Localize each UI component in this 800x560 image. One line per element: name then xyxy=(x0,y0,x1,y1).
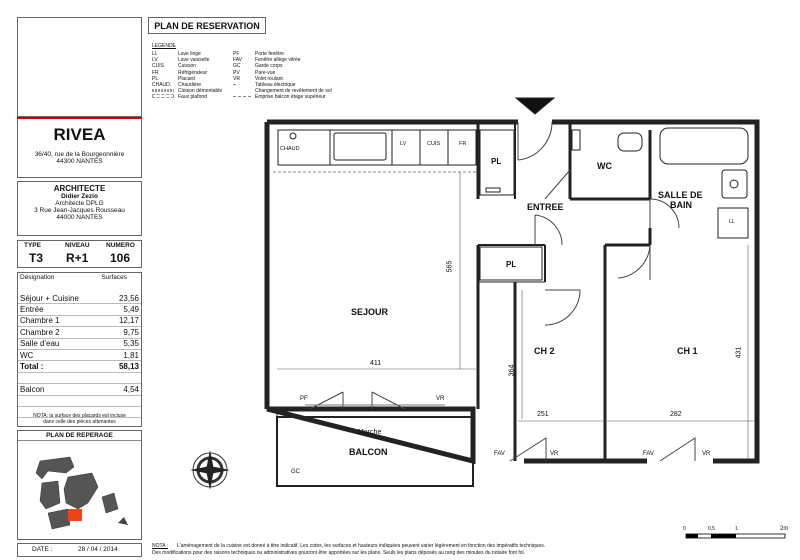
surfaces-col-designation: Désignation xyxy=(20,274,55,281)
scale-tick-1: 1 xyxy=(735,526,738,532)
washer-label: LL xyxy=(729,219,736,225)
vr-label-2: VR xyxy=(550,451,559,457)
cooktop-label: CUIS xyxy=(427,141,441,147)
legend-item: ⌁ Tableau électrique xyxy=(233,82,296,89)
door-arc xyxy=(535,215,562,245)
door-arc xyxy=(545,170,570,199)
door-arc xyxy=(545,290,580,325)
numero-label: NUMERO xyxy=(106,242,135,249)
legend-title: LEGENDE xyxy=(152,43,176,49)
room-entree: ENTREE xyxy=(527,202,564,212)
table-row: Entrée 5,49 xyxy=(20,305,139,315)
room-ch2: CH 2 xyxy=(534,346,555,356)
marche-label: Marche xyxy=(358,429,382,436)
wc-sink xyxy=(572,130,580,150)
room-ch1: CH 1 xyxy=(677,346,698,356)
architect-name: Didier Zezio xyxy=(61,193,98,200)
toilet-icon xyxy=(618,133,642,151)
legend-item: Faux plafond xyxy=(152,94,262,100)
surfaces-note-1: NOTA: la surface des placards est incluse xyxy=(33,412,126,419)
fav-label-1: FAV xyxy=(494,451,505,457)
reperage-title: PLAN DE REPERAGE xyxy=(18,431,141,441)
niveau-value: R+1 xyxy=(66,251,89,265)
pf-label: PF xyxy=(300,396,308,402)
architect-title: ARCHITECTE xyxy=(53,184,106,193)
vr-label-1: VR xyxy=(436,396,445,402)
fav-label-2: FAV xyxy=(643,451,654,457)
table-row: Chambre 1 12,17 xyxy=(20,316,139,326)
electric-panel-icon: ⌁ xyxy=(233,82,237,89)
architect-address-2: 44000 NANTES xyxy=(56,214,103,221)
date-value: 28 / 04 / 2014 xyxy=(78,546,118,553)
entry-door xyxy=(518,122,552,160)
table-row: WC 1,81 xyxy=(20,350,139,360)
scale-bar xyxy=(686,534,785,538)
table-row: Séjour + Cuisine 23,56 xyxy=(20,293,139,303)
program-address-2: 44300 NANTES xyxy=(56,158,103,165)
legend-item: VR Volet roulant xyxy=(233,75,283,82)
legend-item: PF Porte fenêtre xyxy=(233,51,284,57)
window-arc xyxy=(660,438,695,461)
legend-item: PL Placard xyxy=(152,75,195,82)
dishwasher-label: LV xyxy=(400,141,407,147)
gc-label: GC xyxy=(291,469,300,475)
room-salle-de-bain-1: SALLE DE xyxy=(658,190,703,200)
french-window xyxy=(310,392,405,409)
dim-364: 364 xyxy=(508,364,516,377)
scale-tick-2m: 2m xyxy=(780,526,789,532)
legend-item: LV Lave vaisselle xyxy=(152,57,210,64)
legend-item: GC Garde corps xyxy=(233,63,283,70)
legend-item: PV Pare-vue xyxy=(233,69,276,76)
table-row: Salle d'eau 5,35 xyxy=(20,339,139,349)
bathtub-icon xyxy=(660,128,748,164)
total-row: Total : 58,13 xyxy=(20,362,139,372)
type-value: T3 xyxy=(29,251,44,265)
surfaces-col-surfaces: Surfaces xyxy=(101,274,127,281)
fridge-label: FR xyxy=(459,141,467,147)
table-row: Chambre 2 9,75 xyxy=(20,327,139,337)
closet-label-2: PL xyxy=(506,260,517,269)
dim-565: 565 xyxy=(446,260,454,273)
architect-address-1: 3 Rue Jean-Jacques Rousseau xyxy=(34,207,125,214)
door-arc xyxy=(618,245,650,280)
surfaces-note-2: dans celle des pièces attenantes xyxy=(43,418,116,425)
balcon-row: Balcon 4,54 xyxy=(20,384,139,394)
legend-item: CUIS Cuisson xyxy=(152,63,197,70)
boiler-label: CHAUD xyxy=(280,146,300,152)
boiler-icon xyxy=(290,133,296,139)
legend-item: LL Lave linge xyxy=(152,51,201,57)
room-balcon: BALCON xyxy=(349,447,388,457)
program-address-1: 36/40, rue de la Bourgeonnière xyxy=(34,151,125,158)
closet-label-1: PL xyxy=(491,157,502,166)
niveau-label: NIVEAU xyxy=(65,242,90,249)
dim-282: 282 xyxy=(670,411,682,418)
date-label: DATE : xyxy=(32,546,53,553)
legend-item: CHAUD. Chaudière xyxy=(152,82,202,89)
dim-431: 431 xyxy=(735,346,743,359)
sink xyxy=(334,133,386,160)
scale-tick-05: 0,5 xyxy=(708,526,715,532)
room-salle-de-bain-2: BAIN xyxy=(670,200,692,210)
room-sejour: SEJOUR xyxy=(351,307,389,317)
type-label: TYPE xyxy=(24,242,41,249)
dim-411: 411 xyxy=(370,360,382,367)
room-wc: WC xyxy=(597,161,612,171)
numero-value: 106 xyxy=(110,251,131,265)
dim-251: 251 xyxy=(537,411,549,418)
legend-item: Changement de revêtement de sol xyxy=(255,88,332,95)
legend-item: Emprise balcon étage supérieur xyxy=(233,94,363,100)
footer-note-2: Des modifications pour des raisons techniques ou administratives pourront être apportées sur les plans. Seuls les plans déposés au rang des minutes du notaire font foi. xyxy=(152,550,525,556)
footer-note-1: L'aménagement de la cuisine est donné à titre indicatif. Les cotes, les surfaces et hauteurs indiquées peuvent varier légèrement en fonction des impératifs techniques. xyxy=(177,543,546,549)
scale-tick-0: 0 xyxy=(683,526,686,532)
electric-panel-icon xyxy=(486,188,500,192)
legend-item: FR Réfrigérateur xyxy=(152,69,208,76)
compass-icon xyxy=(190,450,230,490)
vr-label-3: VR xyxy=(702,451,711,457)
entry-arrow-icon xyxy=(516,98,554,114)
washbasin-icon xyxy=(722,170,747,198)
outer-wall xyxy=(267,122,757,461)
footer-note-label: NOTA : xyxy=(152,543,169,549)
plan-title: PLAN DE RESERVATION xyxy=(154,21,260,31)
legend-item: Cloison démontable xyxy=(152,88,262,94)
program-name: RIVEA xyxy=(53,125,106,144)
washbasin-drain xyxy=(730,180,738,188)
legend-item: FAV Fenêtre allège vitrée xyxy=(233,57,301,64)
architect-role: Architecte DPLG xyxy=(55,200,104,207)
